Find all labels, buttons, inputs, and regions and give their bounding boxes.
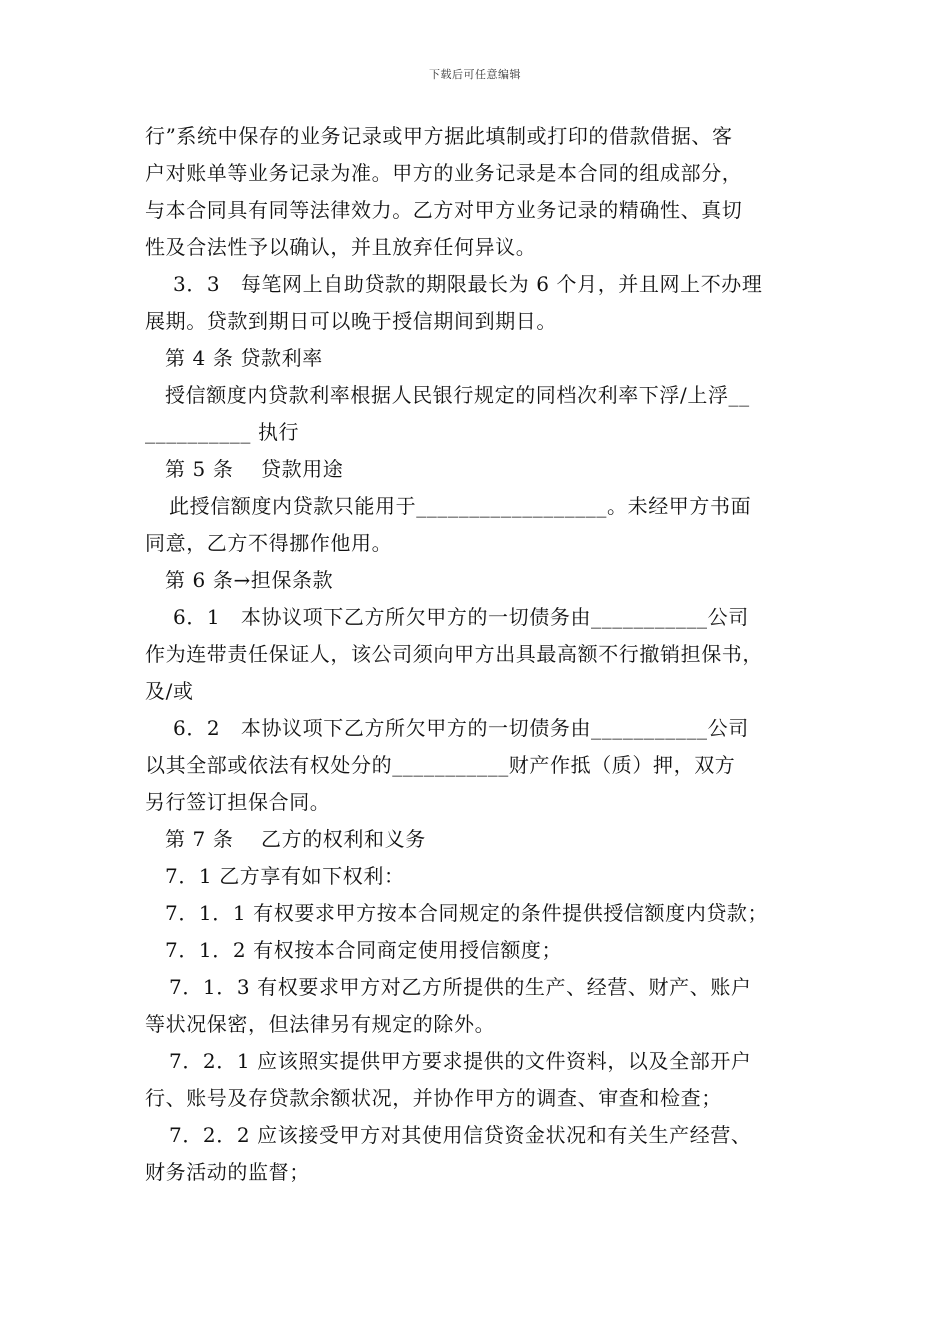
text-line: 同意，乙方不得挪作他用。 bbox=[145, 531, 393, 555]
text-line: 性及合法性予以确认，并且放弃任何异议。 bbox=[145, 235, 537, 259]
text-line: __________ 执行 bbox=[145, 420, 300, 444]
text-line: 展期。贷款到期日可以晚于授信期间到期日。 bbox=[145, 309, 557, 333]
text-line: 此授信额度内贷款只能用于__________________。未经甲方书面 bbox=[169, 494, 752, 518]
page-header: 下载后可任意编辑 bbox=[429, 68, 521, 81]
article-7-heading: 第 7 条 乙方的权利和义务 bbox=[165, 827, 426, 851]
text-line: 户对账单等业务记录为准。甲方的业务记录是本合同的组成部分， bbox=[145, 161, 743, 185]
text-line: 财务活动的监督； bbox=[145, 1160, 310, 1184]
text-line: 等状况保密，但法律另有规定的除外。 bbox=[145, 1012, 496, 1036]
clause-6-1: 6．1 本协议项下乙方所欠甲方的一切债务由___________公司 bbox=[173, 605, 749, 629]
clause-7-2-1: 7．2．1 应该照实提供甲方要求提供的文件资料，以及全部开户 bbox=[169, 1049, 752, 1073]
text-line: 另行签订担保合同。 bbox=[145, 790, 331, 814]
article-5-heading: 第 5 条 贷款用途 bbox=[165, 457, 344, 481]
text-line: 及/或 bbox=[145, 679, 194, 703]
clause-7-1-3: 7．1．3 有权要求甲方对乙方所提供的生产、经营、财产、账户 bbox=[169, 975, 752, 999]
article-6-heading: 第 6 条→担保条款 bbox=[165, 568, 334, 592]
clause-7-1-2: 7．1．2 有权按本合同商定使用授信额度； bbox=[165, 938, 563, 962]
clause-7-1: 7．1 乙方享有如下权利： bbox=[165, 864, 405, 888]
clause-7-2-2: 7．2．2 应该接受甲方对其使用信贷资金状况和有关生产经营、 bbox=[169, 1123, 752, 1147]
clause-7-1-1: 7．1．1 有权要求甲方按本合同规定的条件提供授信额度内贷款； bbox=[165, 901, 769, 925]
clause-3-3: 3．3 每笔网上自助贷款的期限最长为 6 个月，并且网上不办理 bbox=[173, 272, 763, 296]
text-line: 与本合同具有同等法律效力。乙方对甲方业务记录的精确性、真切 bbox=[145, 198, 743, 222]
article-4-heading: 第 4 条 贷款利率 bbox=[165, 346, 323, 370]
text-line: 授信额度内贷款利率根据人民银行规定的同档次利率下浮/上浮__ bbox=[165, 383, 750, 407]
text-line: 行”系统中保存的业务记录或甲方据此填制或打印的借款借据、客 bbox=[145, 124, 733, 148]
document-body bbox=[145, 118, 820, 1191]
text-line: 以其全部或依法有权处分的___________财产作抵（质）押，双方 bbox=[145, 753, 736, 777]
clause-6-2: 6．2 本协议项下乙方所欠甲方的一切债务由___________公司 bbox=[173, 716, 749, 740]
text-line: 行、账号及存贷款余额状况，并协作甲方的调查、审查和检查； bbox=[145, 1086, 722, 1110]
text-line: 作为连带责任保证人，该公司须向甲方出具最高额不行撤销担保书， bbox=[145, 642, 763, 666]
